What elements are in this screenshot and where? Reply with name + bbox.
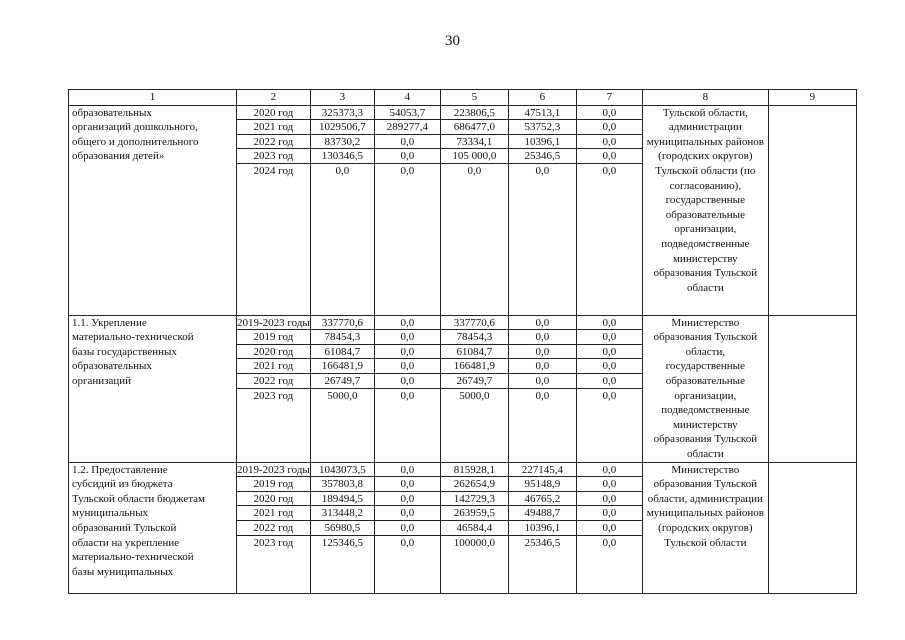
value-col5-cell xyxy=(440,105,508,315)
value-col5: 61084,7 xyxy=(441,345,508,360)
description-line: базы государственных xyxy=(72,345,177,358)
description-line: 1.1. Укрепление xyxy=(72,316,147,329)
year-value: 2019-2023 годы xyxy=(237,463,310,476)
value-col5: 223806,5 xyxy=(441,106,508,121)
value-col4: 0,0 xyxy=(375,149,440,164)
description-line: общего и дополнительного xyxy=(72,135,199,148)
value-col3: 1043073,5 xyxy=(311,463,374,478)
value-col6: 25346,5 xyxy=(509,149,576,164)
value-col7: 0,0 xyxy=(577,316,642,331)
value-col7: 0,0 xyxy=(577,374,642,389)
value-col3: 0,0 xyxy=(335,164,350,177)
value-col4-cell xyxy=(374,462,440,593)
year-value: 2019 год xyxy=(237,330,310,345)
table-body xyxy=(69,90,857,594)
value-col3: 5000,0 xyxy=(327,389,358,402)
value-col7-cell xyxy=(576,462,642,593)
row-description xyxy=(69,315,237,462)
column-header: 1 xyxy=(69,90,237,106)
row-col9 xyxy=(768,462,856,593)
value-col5: 78454,3 xyxy=(441,330,508,345)
value-col6: 0,0 xyxy=(535,164,550,177)
value-col3: 125346,5 xyxy=(321,536,363,549)
value-col4: 289277,4 xyxy=(375,120,440,135)
value-col7: 0,0 xyxy=(577,135,642,150)
column-header: 5 xyxy=(440,90,508,106)
description-line: базы муниципальных xyxy=(72,565,174,578)
description-line: муниципальных xyxy=(72,507,149,520)
year-value: 2019-2023 годы xyxy=(237,316,310,329)
value-col3-cell xyxy=(310,462,374,593)
page-number: 30 xyxy=(445,33,460,49)
description-line: субсидий из бюджета xyxy=(72,478,173,491)
value-col4: 0,0 xyxy=(375,374,440,389)
year-value-cell xyxy=(237,105,311,315)
year-value-cell xyxy=(237,315,311,462)
value-col4: 0,0 xyxy=(400,389,415,402)
year-value: 2022 год xyxy=(237,135,310,150)
value-col6-cell xyxy=(508,462,576,593)
column-header: 3 xyxy=(310,90,374,106)
description-line: области на укрепление xyxy=(72,536,180,549)
value-col4-cell xyxy=(374,315,440,462)
description-line: материально-технической xyxy=(72,551,194,564)
value-col3: 56980,5 xyxy=(311,521,374,536)
value-col4-cell xyxy=(374,105,440,315)
year-value: 2022 год xyxy=(237,521,310,536)
value-col5: 686477,0 xyxy=(441,120,508,135)
year-value: 2023 год xyxy=(237,149,310,164)
value-col7: 0,0 xyxy=(577,359,642,374)
value-col5: 0,0 xyxy=(467,164,482,177)
value-col6-cell xyxy=(508,315,576,462)
value-col6: 0,0 xyxy=(509,345,576,360)
value-col7: 0,0 xyxy=(577,492,642,507)
year-value: 2020 год xyxy=(237,492,310,507)
value-col5-cell xyxy=(440,315,508,462)
column-header: 6 xyxy=(508,90,576,106)
value-col5: 73334,1 xyxy=(441,135,508,150)
value-col3: 130346,5 xyxy=(311,149,374,164)
year-value: 2019 год xyxy=(237,477,310,492)
year-value: 2024 год xyxy=(253,164,294,177)
value-col3: 26749,7 xyxy=(311,374,374,389)
row-executor: Министерство образования Тульской области, администрации муниципальных районов (городских округов) Тульской области xyxy=(642,462,768,593)
value-col6: 0,0 xyxy=(509,316,576,331)
value-col4: 54053,7 xyxy=(375,106,440,121)
value-col4: 0,0 xyxy=(375,492,440,507)
column-header: 4 xyxy=(374,90,440,106)
value-col6: 0,0 xyxy=(509,374,576,389)
row-description xyxy=(69,105,237,315)
value-col3: 313448,2 xyxy=(311,506,374,521)
value-col4: 0,0 xyxy=(400,536,415,549)
value-col7-cell xyxy=(576,315,642,462)
year-value: 2020 год xyxy=(237,106,310,121)
value-col6: 0,0 xyxy=(509,330,576,345)
value-col4: 0,0 xyxy=(375,521,440,536)
value-col5: 100000,0 xyxy=(453,536,495,549)
value-col4: 0,0 xyxy=(375,477,440,492)
value-col7: 0,0 xyxy=(602,536,617,549)
description-line: образований Тульской xyxy=(72,521,177,534)
value-col5: 166481,9 xyxy=(441,359,508,374)
value-col3: 83730,2 xyxy=(311,135,374,150)
value-col4: 0,0 xyxy=(375,316,440,331)
value-col6: 0,0 xyxy=(535,389,550,402)
value-col7: 0,0 xyxy=(577,345,642,360)
row-executor: Министерство образования Тульской области, государственные образовательные организации, подведомственные министерству образования Тульской области xyxy=(642,315,768,462)
value-col5: 337770,6 xyxy=(441,316,508,331)
description-line: 1.2. Предоставление xyxy=(72,463,168,476)
value-col3: 337770,6 xyxy=(311,316,374,331)
value-col6-cell xyxy=(508,105,576,315)
value-col5: 263959,5 xyxy=(441,506,508,521)
value-col6: 49488,7 xyxy=(509,506,576,521)
value-col7: 0,0 xyxy=(577,477,642,492)
row-col9 xyxy=(768,105,856,315)
value-col6: 10396,1 xyxy=(509,521,576,536)
description-line: образовательных xyxy=(72,106,152,119)
value-col4: 0,0 xyxy=(400,164,415,177)
table-row xyxy=(69,315,857,462)
value-col6: 10396,1 xyxy=(509,135,576,150)
value-col4: 0,0 xyxy=(375,330,440,345)
description-line: организаций xyxy=(72,374,132,387)
description-line: организаций дошкольного, xyxy=(72,121,198,134)
program-table xyxy=(68,89,857,594)
year-value-cell xyxy=(237,462,311,593)
year-value: 2023 год xyxy=(253,389,294,402)
description-line: образовательных xyxy=(72,360,152,373)
value-col7-cell xyxy=(576,105,642,315)
column-header: 8 xyxy=(642,90,768,106)
value-col5: 105 000,0 xyxy=(441,149,508,164)
description-line: образования детей» xyxy=(72,150,165,163)
value-col7: 0,0 xyxy=(602,389,617,402)
value-col3: 189494,5 xyxy=(311,492,374,507)
value-col5: 815928,1 xyxy=(441,463,508,478)
value-col4: 0,0 xyxy=(375,359,440,374)
year-value: 2021 год xyxy=(237,359,310,374)
value-col3: 357803,8 xyxy=(311,477,374,492)
value-col5-cell xyxy=(440,462,508,593)
value-col7: 0,0 xyxy=(577,149,642,164)
table-row xyxy=(69,462,857,593)
value-col3: 61084,7 xyxy=(311,345,374,360)
value-col6: 47513,1 xyxy=(509,106,576,121)
value-col7: 0,0 xyxy=(577,506,642,521)
year-value: 2020 год xyxy=(237,345,310,360)
value-col5: 142729,3 xyxy=(441,492,508,507)
value-col3: 166481,9 xyxy=(311,359,374,374)
value-col3: 1029506,7 xyxy=(311,120,374,135)
value-col5: 26749,7 xyxy=(441,374,508,389)
year-value: 2021 год xyxy=(237,120,310,135)
table-row xyxy=(69,105,857,315)
value-col6: 0,0 xyxy=(509,359,576,374)
year-value: 2022 год xyxy=(237,374,310,389)
value-col4: 0,0 xyxy=(375,506,440,521)
column-header: 7 xyxy=(576,90,642,106)
value-col7: 0,0 xyxy=(577,521,642,536)
description-line: материально-технической xyxy=(72,331,194,344)
description-line: Тульской области бюджетам xyxy=(72,492,205,505)
value-col7: 0,0 xyxy=(577,330,642,345)
value-col3-cell xyxy=(310,105,374,315)
value-col4: 0,0 xyxy=(375,463,440,478)
year-value: 2021 год xyxy=(237,506,310,521)
value-col4: 0,0 xyxy=(375,345,440,360)
value-col5: 262654,9 xyxy=(441,477,508,492)
value-col6: 25346,5 xyxy=(524,536,561,549)
value-col7: 0,0 xyxy=(602,164,617,177)
year-value: 2023 год xyxy=(253,536,294,549)
row-executor: Тульской области, администрации муниципальных районов (городских округов) Тульской области (по согласованию), государственные образовательные организации, подведомственные министерству образования Тульской области xyxy=(642,105,768,315)
row-description xyxy=(69,462,237,593)
value-col6: 227145,4 xyxy=(509,463,576,478)
value-col6: 53752,3 xyxy=(509,120,576,135)
value-col3-cell xyxy=(310,315,374,462)
value-col5: 5000,0 xyxy=(459,389,490,402)
value-col3: 325373,3 xyxy=(311,106,374,121)
value-col6: 46765,2 xyxy=(509,492,576,507)
column-header: 9 xyxy=(768,90,856,106)
value-col3: 78454,3 xyxy=(311,330,374,345)
value-col5: 46584,4 xyxy=(441,521,508,536)
value-col7: 0,0 xyxy=(577,463,642,478)
column-header: 2 xyxy=(237,90,311,106)
value-col7: 0,0 xyxy=(577,106,642,121)
row-col9 xyxy=(768,315,856,462)
header-row xyxy=(69,90,857,106)
value-col7: 0,0 xyxy=(577,120,642,135)
value-col6: 95148,9 xyxy=(509,477,576,492)
value-col4: 0,0 xyxy=(375,135,440,150)
